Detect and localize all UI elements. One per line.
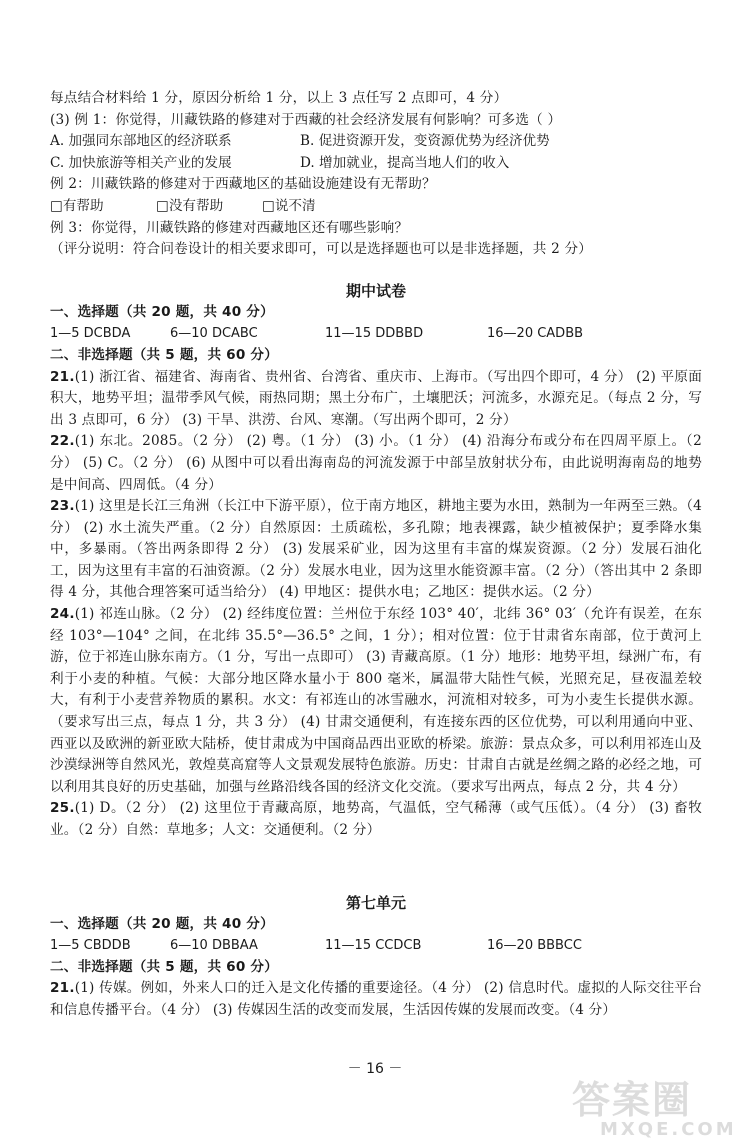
question-example-1: (3) 例 1：你觉得，川藏铁路的修建对于西藏的社会经济发展有何影响？可多选（ ）	[50, 111, 562, 128]
unit7-title: 第七单元	[345, 893, 406, 912]
midterm-title: 期中试卷	[345, 281, 406, 300]
unit7-q21	[50, 978, 702, 1021]
intro-line: 每点结合材料给 1 分，原因分析给 1 分，以上 3 点任写 2 点即可，4 分）	[50, 90, 508, 106]
option-d: D. 增加就业，提高当地人们的收入	[300, 154, 510, 171]
midterm-choice-heading: 一、选择题（共 20 题，共 40 分）	[50, 303, 274, 320]
option-row	[50, 131, 702, 153]
question-number: 23.	[50, 498, 75, 515]
answer-text: (1) 浙江省、福建省、海南省、贵州省、台湾省、重庆市、上海市。（写出四个即可，4 分） (2) 平原面积大，地势平坦；温带季风气候，雨热同期；黑土分布广，土壤肥沃；河流多，水源充足。（每点 2 分，写出 3 点即可，6 分） (3) 干旱、洪涝、台风、寒潮。（写出两个即可，2 分）	[50, 368, 702, 428]
answer-text: (1) 这里是长江三角洲（长江中下游平原），位于南方地区，耕地主要为水田，熟制为一年两至三熟。（4 分） (2) 水土流失严重。（2 分）自然原因：土质疏松，多孔隙；地表裸露，缺少植被保护；夏季降水集中，多暴雨。（答出两条即得 2 分） (3) 发展采矿业，因为这里有丰富的煤炭资源。（2 分）发展石油化工，因为这里有丰富的石油资源。（2 分）发展水电业，因为这里水能资源丰富。（2 分）（答出其中 2 条即得 4 分，其他合理答案可适当给分） (4) 甲地区：提供水电；乙地区：提供水运。（2 分）	[50, 498, 702, 601]
watermark-text: 答案圈	[572, 1078, 693, 1122]
question-example-2: 例 2：川藏铁路的修建对于西藏地区的基础设施建设有无帮助？	[50, 176, 436, 193]
midterm-q25	[50, 798, 702, 841]
answer-group-4: 16—20 CADBB	[487, 326, 584, 342]
midterm-q22	[50, 431, 702, 496]
answer-group-4: 16—20 BBBCC	[487, 938, 582, 954]
checkbox-helpful: □有帮助	[50, 197, 104, 214]
unit7-nonchoice-heading: 二、非选择题（共 5 题，共 60 分）	[50, 958, 279, 975]
question-example-3: 例 3：你觉得，川藏铁路的修建对西藏地区还有哪些影响？	[50, 219, 409, 236]
unit7-choice-answers	[50, 935, 702, 957]
answer-group-2: 6—10 DCABC	[170, 326, 258, 342]
watermark-url: MXQE.COM	[600, 1119, 737, 1140]
option-a: A. 加强同东部地区的经济联系	[50, 133, 232, 150]
answer-group-1: 1—5 CBDDB	[50, 938, 131, 954]
answer-text: (1) 东北。2085。（2 分） (2) 粤。（1 分） (3) 小。（1 分） (4) 沿海分布或分布在四周平原上。（2 分） (5) C。（2 分） (6) 从图中可以看出海南岛的河流发源于中部呈放射状分布，由此说明海南岛的地势是中间高、四周低。（4 分）	[50, 433, 702, 493]
page-number: － 16 －	[347, 1061, 403, 1077]
unit7-choice-heading: 一、选择题（共 20 题，共 40 分）	[50, 915, 274, 932]
question-number: 21.	[50, 368, 75, 385]
question-number: 25.	[50, 800, 75, 817]
answer-group-1: 1—5 DCBDA	[50, 326, 131, 342]
option-row	[50, 153, 702, 175]
answer-group-2: 6—10 DBBAA	[170, 938, 258, 954]
scoring-note: （评分说明：符合问卷设计的相关要求即可，可以是选择题也可以是非选择题，共 2 分）	[50, 241, 593, 258]
question-number: 24.	[50, 606, 75, 623]
question-number: 21.	[50, 980, 75, 997]
answer-group-3: 11—15 CCDCB	[325, 938, 422, 954]
midterm-choice-answers	[50, 323, 702, 345]
option-c: C. 加快旅游等相关产业的发展	[50, 154, 232, 171]
midterm-q23	[50, 496, 702, 604]
checkbox-row	[50, 196, 702, 218]
option-b: B. 促进资源开发，变资源优势为经济优势	[300, 133, 550, 150]
checkbox-not-helpful: □没有帮助	[156, 197, 224, 214]
answer-text: (1) 传媒。例如，外来人口的迁入是文化传播的重要途径。（4 分） (2) 信息时代。虚拟的人际交往平台和信息传播平台。（4 分） (3) 传媒因生活的改变而发展，生活因传媒的发展而改变。（4 分）	[50, 980, 702, 1018]
question-number: 22.	[50, 433, 75, 450]
watermark-logo	[572, 1080, 744, 1144]
answer-text: (1) D。（2 分） (2) 这里位于青藏高原，地势高，气温低，空气稀薄（或气压低）。（4 分） (3) 畜牧业。（2 分）自然：草地多；人文：交通便利。（2 分）	[50, 800, 702, 838]
midterm-q24	[50, 604, 702, 798]
answer-page	[50, 88, 702, 1022]
midterm-q21	[50, 367, 702, 432]
midterm-nonchoice-heading: 二、非选择题（共 5 题，共 60 分）	[50, 346, 279, 363]
answer-group-3: 11—15 DDBBD	[325, 326, 424, 342]
answer-text: (1) 祁连山脉。（2 分） (2) 经纬度位置：兰州位于东经 103° 40′，北纬 36° 03′（允许有误差，在东经 103°—104° 之间，在北纬 35.5°—36.5° 之间，1 分）；相对位置：位于甘肃省东南部，位于黄河上游，位于祁连山脉东南方。（1 分，写出一点即可） (3) 青藏高原。（1 分）地形：地势平坦，绿洲广布，有利于小麦的种植。气候：大部分地区降水量小于 800 毫米，属温带大陆性气候，光照充足，昼夜温差较大，有利于小麦营养物质的累积。水文：有祁连山的冰雪融水，河流相对较多，可为小麦生长提供水源。（要求写出三点，每点 1 分，共 3 分） (4) 甘肃交通便利，有连接东西的区位优势，可以利用通向中亚、西亚以及欧洲的新亚欧大陆桥，使甘肃成为中国商品西出亚欧的桥梁。旅游：景点众多，可以利用祁连山及沙漠绿洲等自然风光，敦煌莫高窟等人文景观发展特色旅游。历史：甘肃自古就是丝绸之路的必经之地，可以利用其良好的历史基础，加强与丝路沿线各国的经济文化交流。（要求写出两点，每点 2 分，共 4 分）	[50, 606, 702, 795]
checkbox-unsure: □说不清	[262, 197, 316, 214]
